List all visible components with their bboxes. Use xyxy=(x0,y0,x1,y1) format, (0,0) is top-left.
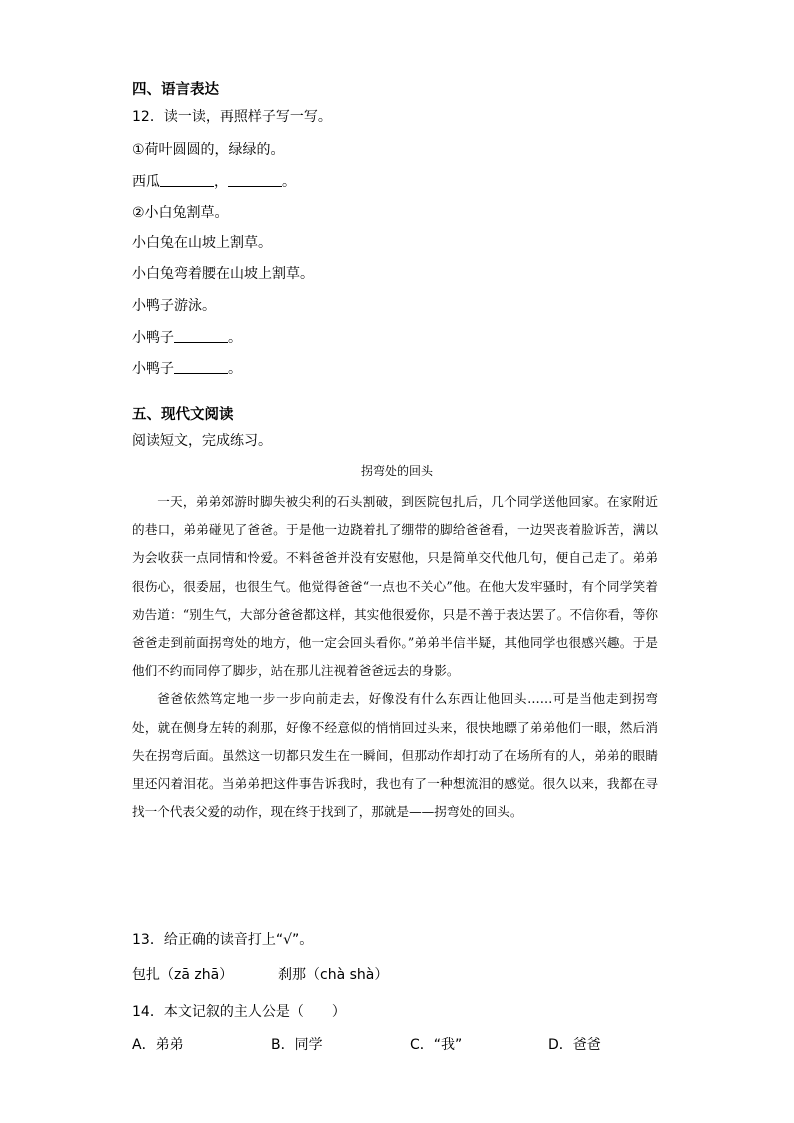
q13-prompt: 13．给正确的读音打上“√”。 xyxy=(132,932,314,948)
q13-item-2[interactable]: 刹那（chà shà） xyxy=(278,967,389,983)
fill-end: 。 xyxy=(228,330,242,346)
q12-fill-line-2 xyxy=(132,328,242,348)
q12-prompt: 12．读一读，再照样子写一写。 xyxy=(132,109,332,125)
passage-paragraph-2: 爸爸依然笃定地一步一步向前走去，好像没有什么东西让他回头……可是当他走到拐弯处，就在侧身左转的刹那，好像不经意似的悄悄回过头来，很快地瞟了弟弟他们一眼，然后消失在拐弯后面。虽然这一切都只发生在一瞬间，但那动作却打动了在场所有的人，弟弟的眼睛里还闪着泪花。当弟弟把这件事告诉我时，我也有了一种想流泪的感觉。很久以来，我都在寻找一个代表父爱的动作，现在终于找到了，那就是——拐弯处的回头。 xyxy=(132,691,658,820)
q13-item-1[interactable]: 包扎（zā zhā） xyxy=(132,967,234,983)
fill-prefix: 西瓜 xyxy=(132,174,160,190)
section-5-heading: 五、现代文阅读 xyxy=(132,407,234,423)
reading-passage xyxy=(132,488,658,826)
fill-end: 。 xyxy=(282,174,296,190)
answer-blank[interactable] xyxy=(160,172,214,187)
option-a[interactable]: A．弟弟 xyxy=(132,1037,184,1053)
q14-prompt: 14．本文记叙的主人公是（ ） xyxy=(132,1004,346,1020)
q12-example-2a: ②小白兔割草。 xyxy=(132,205,229,221)
option-d[interactable]: D．爸爸 xyxy=(548,1037,601,1053)
option-c[interactable]: C．“我” xyxy=(410,1037,463,1053)
section-4-heading: 四、语言表达 xyxy=(132,82,219,98)
answer-blank[interactable] xyxy=(174,328,228,343)
answer-blank[interactable] xyxy=(174,359,228,374)
answer-blank[interactable] xyxy=(228,172,282,187)
separator: ， xyxy=(214,174,228,190)
q12-example-2c: 小白兔弯着腰在山坡上割草。 xyxy=(132,266,314,282)
q12-example-2d: 小鸭子游泳。 xyxy=(132,298,216,314)
q12-fill-line-1 xyxy=(132,172,296,192)
option-b[interactable]: B．同学 xyxy=(271,1037,323,1053)
q12-example-1: ①荷叶圆圆的，绿绿的。 xyxy=(132,142,285,158)
fill-prefix: 小鸭子 xyxy=(132,330,174,346)
reading-instruction: 阅读短文，完成练习。 xyxy=(132,433,272,449)
q12-example-2b: 小白兔在山坡上割草。 xyxy=(132,235,272,251)
fill-prefix: 小鸭子 xyxy=(132,361,174,377)
q12-fill-line-3 xyxy=(132,359,242,379)
passage-paragraph-1: 一天，弟弟郊游时脚失被尖利的石头割破，到医院包扎后，几个同学送他回家。在家附近的巷口，弟弟碰见了爸爸。于是他一边跷着扎了绷带的脚给爸爸看，一边哭丧着脸诉苦，满以为会收获一点同情和怜爱。不料爸爸并没有安慰他，只是简单交代他几句，便自己走了。弟弟很伤心，很委屈，也很生气。他觉得爸爸“一点也不关心”他。在他大发牢骚时，有个同学笑着劝告道：“别生气，大部分爸爸都这样，其实他很爱你，只是不善于表达罢了。不信你看，等你爸爸走到前面拐弯处的地方，他一定会回头看你。”弟弟半信半疑，其他同学也很感兴趣。于是他们不约而同停了脚步，站在那儿注视着爸爸远去的身影。 xyxy=(132,494,658,679)
fill-end: 。 xyxy=(228,361,242,377)
passage-title: 拐弯处的回头 xyxy=(360,464,433,478)
